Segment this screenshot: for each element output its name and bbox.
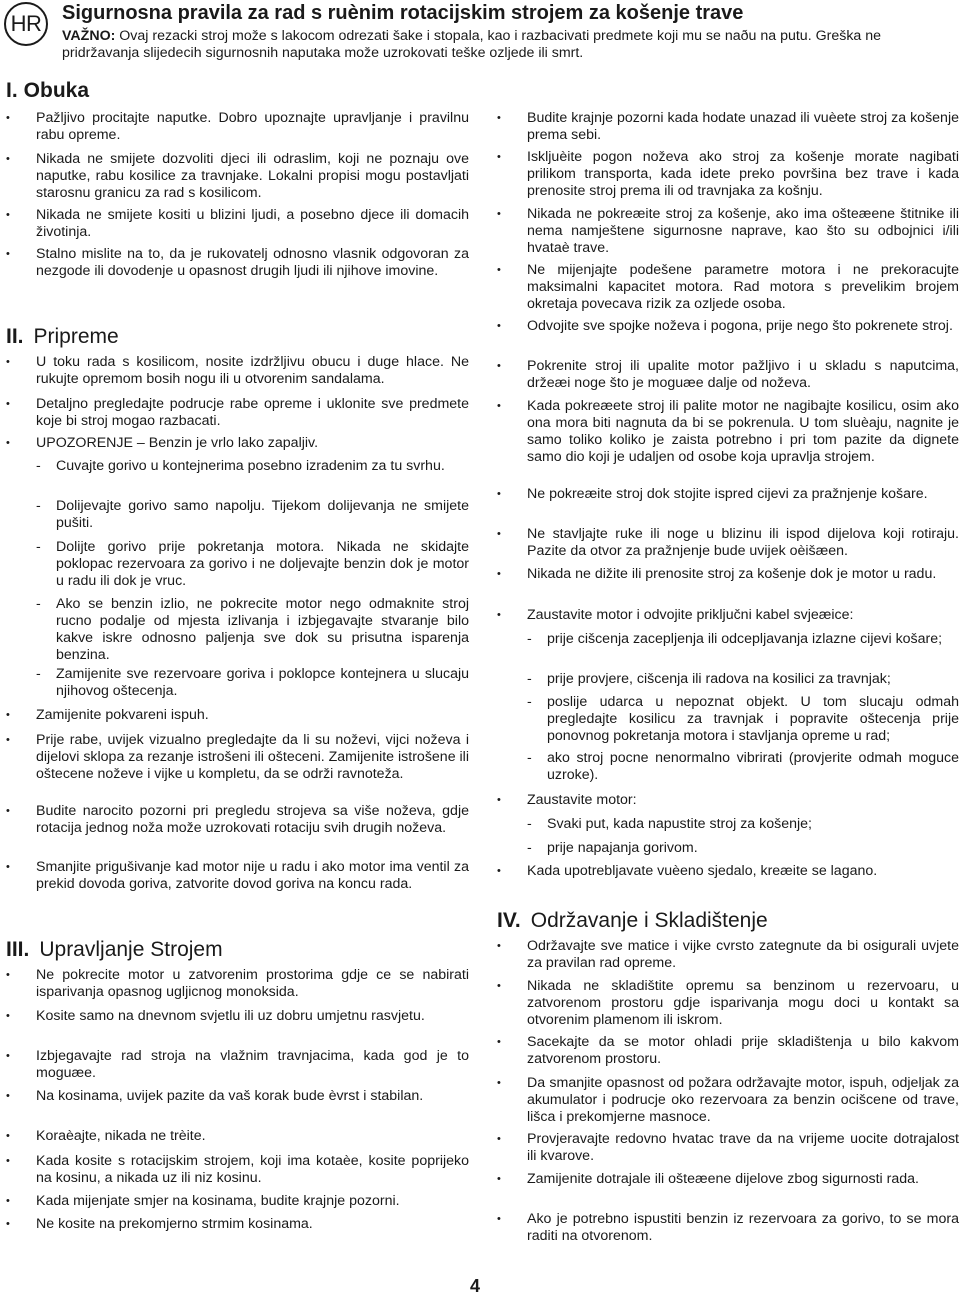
bullet-icon: • [6, 1130, 10, 1142]
bullet-icon: • [6, 734, 10, 746]
list-item: • Kada kosite s rotacijskim strojem, koji ima kotaèe, kosite poprijeko na kosinu, a nikada uz ili niz kosinu. [6, 1153, 469, 1186]
bullet-icon: • [497, 488, 501, 500]
list-item: • Kada pokreæete stroj ili palite motor ne nagibajte kosilicu, osim ako ona mora biti nagnuta da bi se pokrenula. U tom sluèaju, nagnite je samo toliko koliko je zaista potrebno i pri tom pazite da dignete samo dio koji je udaljen od osobe koja upravlja strojem. [497, 398, 959, 465]
list-item: • Odvojite sve spojke noževa i pogona, prije nego što pokrenete stroj. [497, 318, 953, 334]
bullet-icon: • [6, 969, 10, 981]
bullet-icon: • [497, 112, 501, 124]
list-item: • Nikada ne dižite ili prenosite stroj za košenje dok je motor u radu. [497, 566, 937, 582]
list-item: • Stalno mislite na to, da je rukovatelj odnosno vlasnik odgovoran za nezgode ili dovodenje u opasnost drugih ljudi ili njihove imovine. [6, 246, 469, 279]
bullet-icon: • [497, 609, 501, 621]
bullet-icon: • [497, 865, 501, 877]
bullet-icon: • [6, 709, 10, 721]
list-item: • Budite narocito pozorni pri pregledu strojeva sa više noževa, gdje rotacija jednog noža može uzrokovati rotaciju svih drugih noževa. [6, 803, 469, 836]
list-item: • Održavajte sve matice i vijke cvrsto zategnute da bi osigurali uvjete za pravilan rad opreme. [497, 938, 959, 971]
bullet-icon: • [497, 980, 501, 992]
bullet-icon: • [6, 248, 10, 260]
list-item: • Zamijenite pokvareni ispuh. [6, 707, 209, 723]
dash-icon: - [527, 840, 532, 856]
list-item: • Nikada ne smijete kositi u blizini ljudi, a posebno djece ili domacih životinja. [6, 207, 469, 240]
list-item: • Kada upotrebljavate vuèeno sjedalo, kreæite se lagano. [497, 863, 878, 879]
list-item: • Budite krajnje pozorni kada hodate unazad ili vuèete stroj za košenje prema sebi. [497, 110, 959, 143]
section-title: Pripreme [33, 325, 119, 348]
list-item: • Kada mijenjate smjer na kosinama, budite krajnje pozorni. [6, 1193, 400, 1209]
bullet-icon: • [497, 1173, 501, 1185]
sub-list-item: - Dolijevajte gorivo samo napolju. Tijekom dolijevanja ne smijete pušiti. [36, 498, 469, 531]
bullet-icon: • [497, 400, 501, 412]
bullet-icon: • [6, 861, 10, 873]
list-item: • Provjeravajte redovno hvatac trave da na vrijeme uocite dotrajalost ili kvarove. [497, 1131, 959, 1164]
list-item: • Iskljuèite pogon noževa ako stroj za košenje morate nagibati prilikom transporta, kada idete preko površina bez trave i kada prenosite stroj prema ili od travnjaka za košnju. [497, 149, 959, 199]
list-item: • Ne mijenjajte podešene parametre motora i ne prekoracujte maksimalni kapacitet motora. Rad motora s prevelikim brojem okretaja povecava rizik za ozljede osoba. [497, 262, 959, 312]
dash-icon: - [36, 666, 41, 682]
intro-text: Ovaj rezacki stroj može s lakocom odrezati šake i stopala, kao i razbacivati predmete koji mu se naðu na putu. Greška ne pridržavanja slijedecih sigurnosnih naputaka može uzrokovati teške ozljede ili smrt. [62, 28, 882, 61]
list-item: • Kosite samo na dnevnom svjetlu ili uz dobru umjetnu rasvjetu. [6, 1008, 425, 1024]
list-item: • Prije rabe, uvijek vizualno pregledajte da li su noževi, vijci noževa i dijelovi sklopa za rezanje istrošeni ili ošteceni. Zamijenite istrošene ili oštecene noževe i vijke u kompletu, da se održi ravnoteža. [6, 732, 469, 782]
intro-bold-label: VAŽNO: [62, 28, 116, 44]
bullet-icon: • [497, 568, 501, 580]
bullet-icon: • [6, 398, 10, 410]
list-item: • Pažljivo procitajte naputke. Dobro upoznajte upravljanje i pravilnu rabu opreme. [6, 110, 469, 143]
bullet-icon: • [497, 320, 501, 332]
bullet-icon: • [6, 209, 10, 221]
dash-icon: - [36, 498, 41, 514]
list-item: • Ako je potrebno ispustiti benzin iz rezervoara za gorivo, to se mora raditi na otvorenom. [497, 1211, 959, 1244]
bullet-icon: • [6, 356, 10, 368]
sub-list-item: - prije provjere, cišcenja ili radova na kosilici za travnjak; [527, 671, 891, 687]
list-item: • Zamijenite dotrajale ili ošteæene dijelove zbog sigurnosti rada. [497, 1171, 919, 1187]
list-item: • Ne kosite na prekomjerno strmim kosinama. [6, 1216, 313, 1232]
language-badge: HR [4, 2, 48, 46]
dash-icon: - [527, 671, 532, 687]
section-number: III. [6, 938, 30, 961]
list-item: • Sacekajte da se motor ohladi prije skladištenja u bilo kakvom zatvorenom prostoru. [497, 1034, 959, 1067]
sub-list-item: - Ako se benzin izlio, ne pokrecite motor nego odmaknite stroj rucno podalje od mjesta izlivanja i izbjegavajte stvaranje bilo kakve iskre odnosno paljenja sve dok su prisutna isparenja benzina. [36, 596, 469, 663]
bullet-icon: • [497, 151, 501, 163]
dash-icon: - [36, 458, 41, 474]
bullet-icon: • [497, 1213, 501, 1225]
dash-icon: - [527, 750, 532, 766]
bullet-icon: • [497, 264, 501, 276]
section-number: I. [6, 79, 18, 102]
list-item: • Detaljno pregledajte podrucje rabe opreme i uklonite sve predmete koje bi stroj mogao razbacati. [6, 396, 469, 429]
bullet-icon: • [497, 794, 501, 806]
list-item: • Ne pokrecite motor u zatvorenim prostorima gdje ce se nabirati isparivanja opasnog ugljicnog monoksida. [6, 967, 469, 1000]
bullet-icon: • [6, 1010, 10, 1022]
bullet-icon: • [6, 153, 10, 165]
bullet-icon: • [6, 1050, 10, 1062]
bullet-icon: • [6, 112, 10, 124]
dash-icon: - [36, 539, 41, 555]
bullet-icon: • [497, 940, 501, 952]
list-item: • Ne pokreæite stroj dok stojite ispred cijevi za pražnjenje košare. [497, 486, 928, 502]
list-item: • UPOZORENJE – Benzin je vrlo lako zapaljiv. [6, 435, 319, 451]
list-item: • U toku rada s kosilicom, nosite izdržljivu obucu i duge hlace. Ne rukujte opremom bosih nogu ili u otvorenim sandalama. [6, 354, 469, 387]
list-item: • Ne stavljajte ruke ili noge u blizinu ili ispod dijelova koji rotiraju. Pazite da otvor za pražnjenje bude uvijek oèišæen. [497, 526, 959, 559]
list-item: • Smanjite prigušivanje kad motor nije u radu i ako motor ima ventil za prekid dovoda goriva, zatvorite dovod goriva na koncu rada. [6, 859, 469, 892]
sub-list-item: - Zamijenite sve rezervoare goriva i poklopce kontejnera u slucaju njihovog oštecenja. [36, 666, 469, 699]
dash-icon: - [527, 631, 532, 647]
list-item: • Pokrenite stroj ili upalite motor pažljivo i u skladu s naputcima, držeæi noge što je moguæe dalje od noževa. [497, 358, 959, 391]
bullet-icon: • [6, 1195, 10, 1207]
bullet-icon: • [6, 1155, 10, 1167]
section-title: Upravljanje Strojem [39, 938, 223, 961]
bullet-icon: • [6, 437, 10, 449]
bullet-icon: • [497, 1036, 501, 1048]
dash-icon: - [527, 816, 532, 832]
section-number: IV. [497, 909, 521, 932]
list-item: • Nikada ne skladištite opremu sa benzinom u rezervoaru, u zatvorenom prostoru gdje isparivanja mogu doci u kontakt sa otvorenim plamenom ili iskrom. [497, 978, 959, 1028]
bullet-icon: • [497, 528, 501, 540]
list-item: • Na kosinama, uvijek pazite da vaš korak bude èvrst i stabilan. [6, 1088, 424, 1104]
bullet-icon: • [497, 360, 501, 372]
list-item: • Da smanjite opasnost od požara održavajte motor, ispuh, odjeljak za akumulator i podrucje oko rezervoara za benzin ocišcene od trave, lišca i prekomjerne masnoce. [497, 1075, 959, 1125]
bullet-icon: • [497, 1133, 501, 1145]
dash-icon: - [36, 596, 41, 612]
sub-list-item: - Dolijte gorivo prije pokretanja motora. Nikada ne skidajte poklopac rezervoara za gorivo i ne doljevajte benzin dok je motor u radu ili dok je vruc. [36, 539, 469, 589]
section-number: II. [6, 325, 24, 348]
list-item: • Zaustavite motor: [497, 792, 637, 808]
sub-list-item: - prije cišcenja zacepljenja ili odcepljavanja izlazne cijevi košare; [527, 631, 943, 647]
list-item: • Koraèajte, nikada ne trèite. [6, 1128, 206, 1144]
sub-list-item: - Cuvajte gorivo u kontejnerima posebno izradenim za tu svrhu. [36, 458, 445, 474]
page-number: 4 [470, 1276, 481, 1296]
bullet-icon: • [6, 1218, 10, 1230]
section-heading-obuka [6, 78, 89, 104]
section-title: Održavanje i Skladištenje [530, 909, 768, 932]
bullet-icon: • [497, 208, 501, 220]
section-heading-odrzavanje [497, 908, 768, 934]
bullet-icon: • [6, 805, 10, 817]
list-item: • Zaustavite motor i odvojite priključni kabel svjeæice: [497, 607, 854, 623]
document-title: Sigurnosna pravila za rad s ruènim rotacijskim strojem za košenje trave [62, 2, 744, 24]
section-heading-upravljanje [6, 937, 223, 963]
section-title: Obuka [23, 79, 90, 102]
sub-list-item: - Svaki put, kada napustite stroj za košenje; [527, 816, 812, 832]
list-item: • Izbjegavajte rad stroja na vlažnim travnjacima, kada god je to moguæe. [6, 1048, 469, 1081]
sub-list-item: - ako stroj pocne nenormalno vibrirati (provjerite odmah moguce uzroke). [527, 750, 959, 783]
list-item: • Nikada ne pokreæite stroj za košenje, ako ima ošteæene štitnike ili nema namještene sigurnosne naprave, kao što su odbojnici i/ili hvataè trave. [497, 206, 959, 256]
intro-warning [62, 28, 957, 62]
bullet-icon: • [497, 1077, 501, 1089]
list-item: • Nikada ne smijete dozvoliti djeci ili odraslim, koji ne poznaju ove naputke, rabu kosilice za travnjake. Lokalni propisi mogu postavljati starosnu granicu za rad s kosilicom. [6, 151, 469, 201]
sub-list-item: - poslije udarca u nepoznat objekt. U tom slucaju odmah pregledajte kosilicu za travnjak i popravite oštecenja prije ponovnog pokretanja motora i stavljanja opreme u rad; [527, 694, 959, 744]
bullet-icon: • [6, 1090, 10, 1102]
section-heading-pripreme [6, 324, 119, 350]
sub-list-item: - prije napajanja gorivom. [527, 840, 698, 856]
dash-icon: - [527, 694, 532, 710]
